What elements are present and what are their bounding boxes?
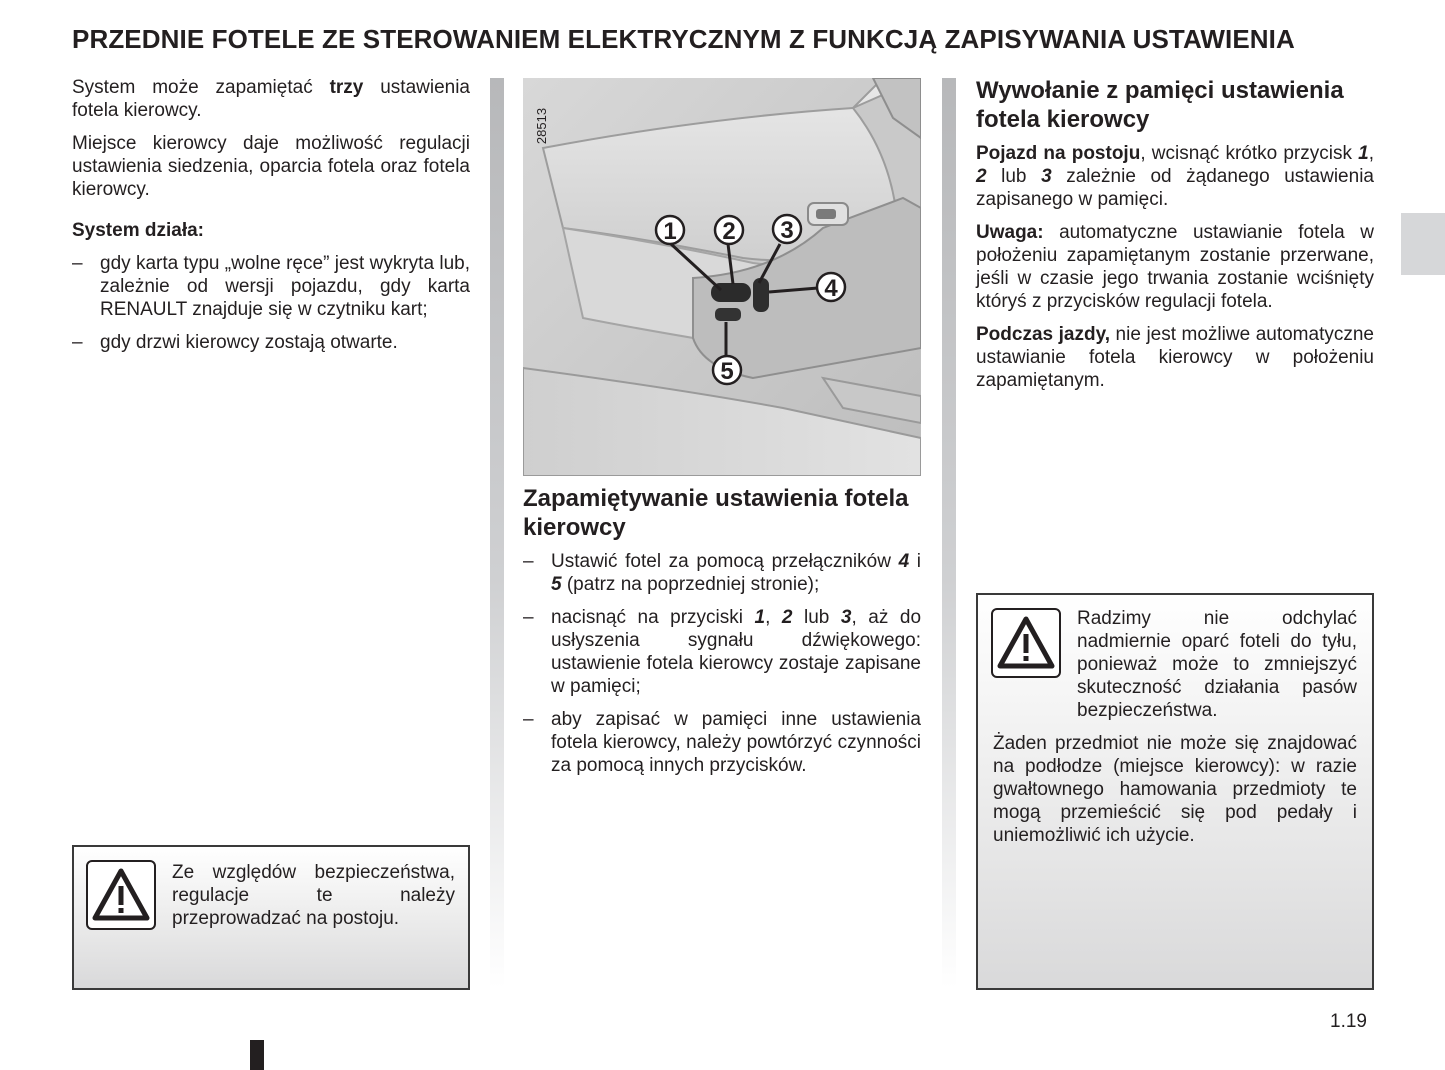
seat-safety-warning-box [976, 593, 1374, 990]
column-intro [72, 76, 470, 364]
recall-paragraph-1: Pojazd na postoju, wcisnąć krótko przycisk 1, 2 lub 3 zależnie od żądanego ustawienia zapisanego w pamięci. [976, 143, 1374, 210]
page-number: 1.19 [1330, 1011, 1367, 1032]
intro-paragraph-1: System może zapamiętać trzy ustawienia fotela kierowcy. [72, 77, 470, 121]
list-item: – nacisnąć na przyciski 1, 2 lub 3, aż do usłyszenia sygnału dźwiękowego: ustawienie fotela kierowcy zostaje zapisane w pamięci; [523, 606, 921, 698]
system-heading: System działa: [72, 220, 204, 241]
callout-4 [817, 273, 845, 302]
figure-code: 28513 [534, 107, 549, 145]
seat-warning-text [993, 607, 1357, 847]
svg-text:4: 4 [824, 275, 838, 302]
section-tab [1401, 213, 1445, 275]
svg-text:2: 2 [722, 218, 736, 245]
callout-2 [715, 216, 743, 245]
recall-paragraph-3: Podczas jazdy, nie jest możliwe automatyczne ustawianie fotela kierowcy w położeniu zapamiętanym. [976, 324, 1374, 391]
system-conditions-list [72, 252, 470, 354]
seat-controls-photo [523, 78, 921, 476]
section-heading-recall: Wywołanie z pamięci ustawienia fotela kierowcy [976, 77, 1344, 133]
column-recall-settings [976, 76, 1374, 402]
save-steps-list [523, 550, 921, 777]
svg-text:1: 1 [663, 218, 677, 245]
footer-mark [250, 1040, 264, 1070]
seat-warning-paragraph-1: Radzimy nie odchylać nadmiernie oparć foteli do tyłu, ponieważ może to zmniejszyć skuteczność działania pasów bezpieczeństwa. [993, 607, 1357, 722]
safety-warning-text: Ze względów bezpieczeństwa, regulacje te należy przeprowadzać na postoju. [172, 862, 455, 929]
callout-5 [713, 356, 741, 385]
icon-spacer [993, 607, 1077, 701]
seat-warning-paragraph-2: Żaden przedmiot nie może się znajdować na podłodze (miejsce kierowcy): w razie gwałtownego hamowania przedmioty te mogą przemieścić się pod pedały i uniemożliwić ich użycie. [993, 733, 1357, 846]
intro-paragraph-2: Miejsce kierowcy daje możliwość regulacji ustawienia siedzenia, oparcia fotela oraz fotela kierowcy. [72, 133, 470, 200]
svg-text:5: 5 [720, 358, 734, 385]
list-item: – gdy karta typu „wolne ręce” jest wykryta lub, zależnie od wersji pojazdu, gdy karta RENAULT znajduje się w czytniku kart; [72, 252, 470, 321]
page-title: PRZEDNIE FOTELE ZE STEROWANIEM ELEKTRYCZNYM Z FUNKCJĄ ZAPISYWANIA USTAWIENIA [72, 24, 1295, 54]
section-heading-save: Zapamiętywanie ustawienia fotela kierowcy [523, 485, 909, 541]
svg-text:3: 3 [780, 217, 794, 244]
callout-3 [773, 215, 801, 244]
callout-1 [656, 216, 684, 245]
safety-warning-box [72, 845, 470, 990]
column-divider [942, 78, 956, 988]
list-item: – aby zapisać w pamięci inne ustawienia fotela kierowcy, należy powtórzyć czynności za pomocą innych przycisków. [523, 708, 921, 777]
column-save-settings [523, 484, 921, 787]
list-item: – gdy drzwi kierowcy zostają otwarte. [72, 331, 470, 354]
column-divider [490, 78, 504, 988]
recall-paragraph-2: Uwaga: automatyczne ustawianie fotela w położeniu zapamiętanym zostanie przerwane, jeśli w czasie jego trwania zostanie wciśnięty któryś z przycisków regulacji fotela. [976, 222, 1374, 312]
warning-triangle-icon [86, 860, 156, 930]
list-item: – Ustawić fotel za pomocą przełączników 4 i 5 (patrz na poprzedniej stronie); [523, 550, 921, 596]
